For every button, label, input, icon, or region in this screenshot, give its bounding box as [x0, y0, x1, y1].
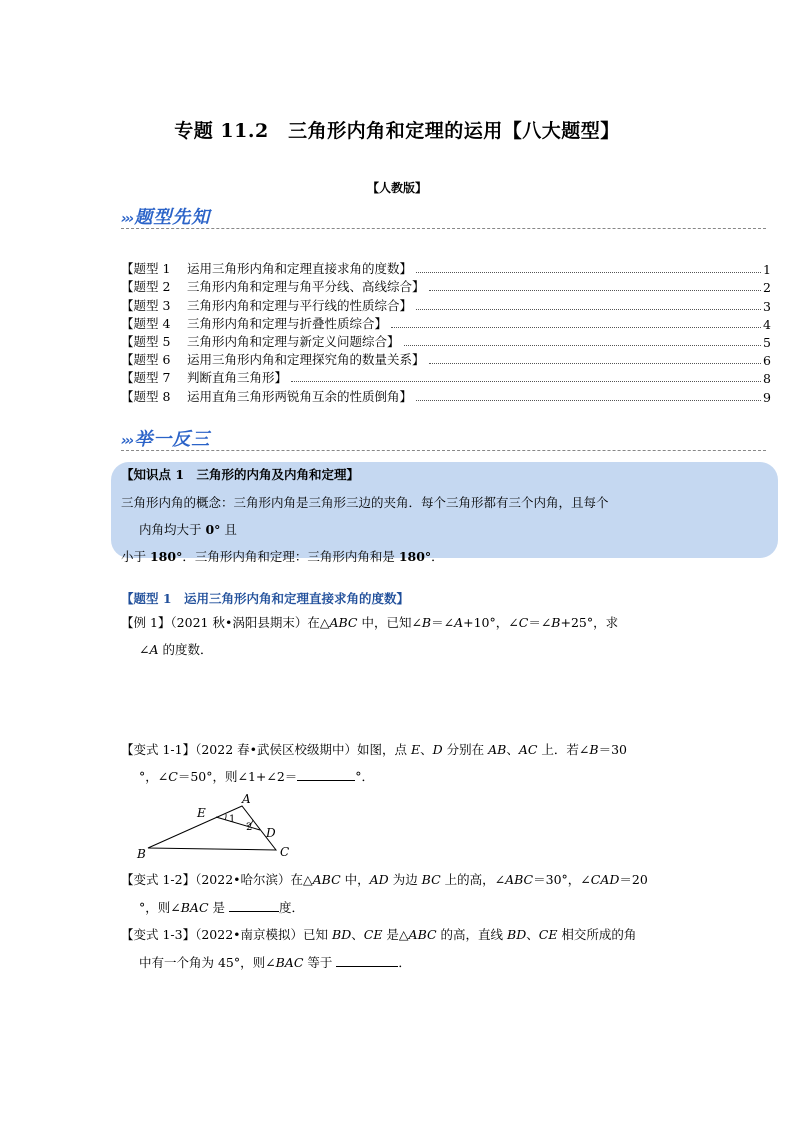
knowledge-line-1: 三角形内角的概念：三角形内角是三角形三边的夹角．每个三角形都有三个内角，且每个 [121, 495, 609, 510]
toc-label: 【题型 7 [121, 370, 171, 386]
toc-page: 2 [763, 280, 771, 296]
section-banner-preview [121, 203, 210, 229]
var: CE [538, 927, 558, 942]
text: 内角均大于 [139, 522, 206, 537]
toc-page: 1 [763, 262, 771, 278]
text: °，则∠ [139, 900, 181, 915]
var: AD [369, 872, 389, 887]
toc-leader [404, 345, 761, 346]
text: +25°，求 [560, 615, 619, 630]
knowledge-title: 【知识点 1 三角形的内角及内角和定理】 [121, 467, 360, 482]
toc-text: 运用三角形内角和定理探究角的数量关系】 [187, 352, 425, 368]
label-angle-2: 2 [246, 822, 253, 833]
var: BD [507, 927, 527, 942]
toc-text: 三角形内角和定理与新定义问题综合】 [187, 333, 400, 349]
segment-ed [216, 817, 260, 830]
label-e: E [197, 806, 206, 820]
toc-page: 9 [763, 389, 771, 405]
toc-leader [416, 309, 761, 310]
text: 【变式 1-3】（2022•南京模拟）已知 [121, 927, 333, 942]
text: 、 [506, 742, 519, 757]
text: 中，已知∠ [357, 615, 422, 630]
toc-label: 【题型 1 [121, 261, 171, 277]
variant-1-2-line-2 [139, 898, 304, 916]
text: 上的高，∠ [440, 872, 506, 887]
text: ＝50°，则∠1+∠2＝ [177, 769, 298, 784]
text: ＝30°，∠ [533, 872, 591, 887]
text: ＝30 [598, 742, 627, 757]
text: ∠ [139, 642, 150, 657]
text: 中有一个角为 45°，则∠ [139, 955, 276, 970]
text: 的高，直线 [436, 927, 508, 942]
text: ． [431, 549, 444, 564]
toc-item[interactable] [121, 332, 771, 350]
label-c: C [280, 845, 290, 859]
toc-text: 三角形内角和定理与角平分线、高线综合】 [187, 279, 425, 295]
toc-item[interactable] [121, 259, 771, 277]
toc-leader [416, 400, 761, 401]
toc-label: 【题型 5 [121, 333, 171, 349]
triangle-abc [148, 806, 276, 850]
text: 是 [208, 900, 229, 915]
text: 小于 [121, 549, 150, 564]
text: +10°，∠ [463, 615, 519, 630]
var: A [149, 642, 159, 657]
text: °，∠ [139, 769, 169, 784]
var: ABC [312, 872, 341, 887]
text: ＝20 [619, 872, 648, 887]
var: C [518, 615, 529, 630]
arrows-icon: ››› [121, 211, 133, 227]
label-angle-1: 1 [229, 814, 236, 825]
var: B [421, 615, 432, 630]
section-heading: 【题型 1 运用三角形内角和定理直接求角的度数】 [121, 591, 410, 606]
var: BD [332, 927, 352, 942]
text: 相交所成的角 [557, 927, 637, 942]
text: 、 [420, 742, 433, 757]
triangle-figure [135, 790, 300, 862]
answer-blank[interactable] [297, 768, 355, 781]
text: 分别在 [442, 742, 489, 757]
text: 且 [220, 522, 237, 537]
toc-label: 【题型 4 [121, 315, 171, 331]
text: 中， [340, 872, 370, 887]
example-1-line-2 [139, 640, 213, 658]
variant-1-3-line-2 [139, 953, 411, 971]
answer-blank[interactable] [229, 899, 279, 912]
text: 是△ [382, 927, 409, 942]
banner-text: 题型先知 [134, 207, 211, 228]
var: A [454, 615, 464, 630]
toc-leader [416, 272, 761, 273]
dashed-divider [121, 450, 766, 451]
toc-leader [429, 363, 761, 364]
toc-label: 【题型 2 [121, 279, 171, 295]
text: 、 [526, 927, 539, 942]
knowledge-line-2 [139, 520, 237, 538]
var: AC [518, 742, 538, 757]
toc-item[interactable] [121, 386, 771, 404]
text: ．三角形内角和定理：三角形内角和是 [182, 549, 399, 564]
knowledge-line-3 [121, 547, 444, 565]
var: ABC [408, 927, 437, 942]
answer-blank[interactable] [336, 954, 398, 967]
value: 0° [205, 522, 221, 537]
page-title: 专题 11.2 三角形内角和定理的运用【八大题型】 [174, 120, 620, 142]
variant-1-1-line-2 [139, 767, 374, 785]
toc-text: 三角形内角和定理与平行线的性质综合】 [187, 297, 413, 313]
toc-label: 【题型 6 [121, 352, 171, 368]
text: ． [398, 955, 411, 970]
toc-text: 运用三角形内角和定理直接求角的度数】 [187, 261, 413, 277]
toc-label: 【题型 3 [121, 297, 171, 313]
text: °． [355, 769, 375, 784]
label-a: A [242, 792, 251, 806]
table-of-contents [121, 259, 771, 405]
var: CAD [590, 872, 620, 887]
toc-page: 8 [763, 371, 771, 387]
toc-page: 3 [763, 298, 771, 314]
label-b: B [137, 847, 146, 861]
var: B [589, 742, 599, 757]
variant-1-3-line-1 [121, 925, 636, 943]
label-d: D [266, 826, 276, 840]
toc-page: 4 [763, 316, 771, 332]
toc-item[interactable] [121, 277, 771, 295]
value: 180° [149, 549, 183, 564]
example-1-line-1 [121, 613, 618, 631]
toc-leader [291, 381, 761, 382]
var: B [551, 615, 561, 630]
toc-leader [429, 290, 761, 291]
value: 180° [398, 549, 432, 564]
toc-item[interactable] [121, 295, 771, 313]
var: ABC [505, 872, 534, 887]
text: ＝∠ [431, 615, 455, 630]
section-banner-practice [121, 425, 210, 451]
var: AB [488, 742, 507, 757]
var: ABC [329, 615, 358, 630]
toc-item[interactable] [121, 368, 771, 386]
text: 【例 1】（2021 秋•涡阳县期末）在△ [121, 615, 330, 630]
toc-page: 5 [763, 334, 771, 350]
banner-text: 举一反三 [134, 429, 211, 450]
toc-text: 三角形内角和定理与折叠性质综合】 [187, 315, 388, 331]
text: 【变式 1-2】（2022•哈尔滨）在△ [121, 872, 313, 887]
toc-text: 判断直角三角形】 [187, 370, 288, 386]
text: 等于 [303, 955, 337, 970]
var: D [432, 742, 443, 757]
text: 的度数． [158, 642, 213, 657]
text: 【变式 1-1】（2022 春•武侯区校级期中）如图，点 [121, 742, 411, 757]
toc-item[interactable] [121, 350, 771, 368]
var: E [411, 742, 421, 757]
toc-leader [391, 327, 761, 328]
toc-text: 运用直角三角形两锐角互余的性质倒角】 [187, 388, 413, 404]
variant-1-1-line-1 [121, 740, 627, 758]
text: 、 [351, 927, 364, 942]
text: 为边 [388, 872, 422, 887]
edition-label: 【人教版】 [366, 181, 427, 195]
toc-label: 【题型 8 [121, 388, 171, 404]
text: 上．若∠ [537, 742, 590, 757]
arrows-icon: ››› [121, 433, 133, 449]
var: BC [421, 872, 441, 887]
variant-1-2-line-1 [121, 870, 648, 888]
text: 度． [278, 900, 304, 915]
dashed-divider [121, 228, 766, 229]
toc-page: 6 [763, 353, 771, 369]
text: ＝∠ [528, 615, 552, 630]
var: C [168, 769, 178, 784]
angle-1-arc [225, 814, 226, 820]
toc-item[interactable] [121, 314, 771, 332]
var: BAC [275, 955, 304, 970]
var: BAC [180, 900, 209, 915]
var: CE [363, 927, 383, 942]
